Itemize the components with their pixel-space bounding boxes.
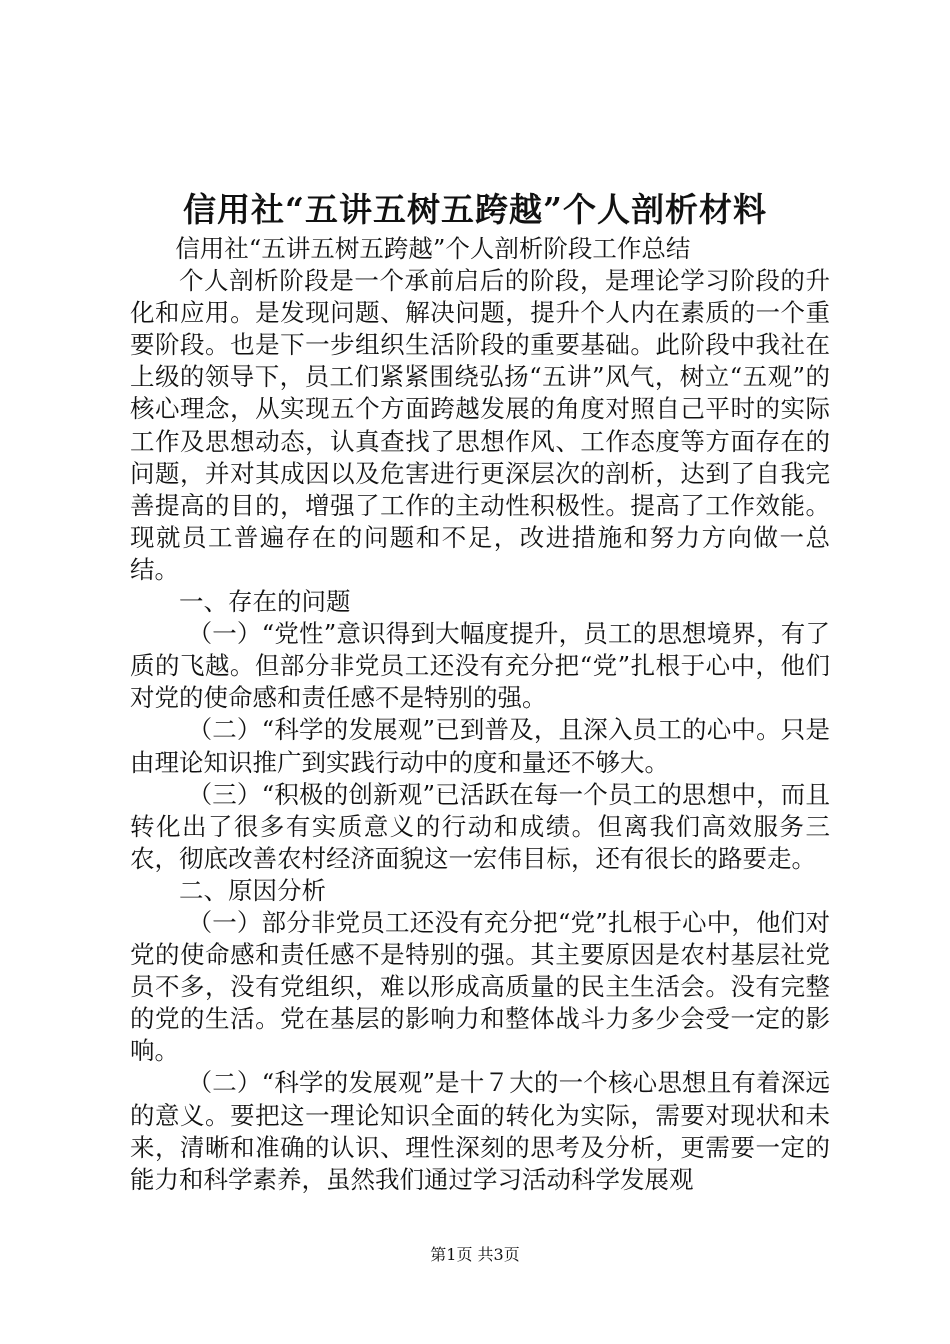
paragraph-problem-1: （一）“党性”意识得到大幅度提升，员工的思想境界，有了质的飞越。但部分非党员工还没有充分把“党”扎根于心中，他们对党的使命感和责任感不是特别的强。 [130,619,830,713]
page-footer: 第1页 共3页 [430,1245,520,1264]
document-subtitle: 信用社“五讲五树五跨越”个人剖析阶段工作总结 [175,234,691,263]
paragraph-problem-3: （三）“积极的创新观”已活跃在每一个员工的思想中，而且转化出了很多有实质意义的行动和成绩。但离我们高效服务三农，彻底改善农村经济面貌这一宏伟目标，还有很长的路要走。 [130,779,830,873]
paragraph-problem-2: （二）“科学的发展观”已到普及，且深入员工的心中。只是由理论知识推广到实践行动中的度和量还不够大。 [130,715,830,777]
paragraph-intro: 个人剖析阶段是一个承前启后的阶段，是理论学习阶段的升化和应用。是发现问题、解决问题，提升个人内在素质的一个重要阶段。也是下一步组织生活阶段的重要基础。此阶段中我社在上级的领导下，员工们紧紧围绕弘扬“五讲”风气，树立“五观”的核心理念，从实现五个方面跨越发展的角度对照自己平时的实际工作及思想动态，认真查找了思想作风、工作态度等方面存在的问题，并对其成因以及危害进行更深层次的剖析，达到了自我完善提高的目的，增强了工作的主动性积极性。提高了工作效能。现就员工普遍存在的问题和不足，改进措施和努力方向做一总结。 [130,266,830,584]
section-heading-problems: 一、存在的问题 [179,587,351,617]
paragraph-cause-2: （二）“科学的发展观”是十７大的一个核心思想且有着深远的意义。要把这一理论知识全面的转化为实际，需要对现状和未来，清晰和准确的认识、理性深刻的思考及分析，更需要一定的能力和科学素养，虽然我们通过学习活动科学发展观 [130,1068,830,1194]
document-body [130,233,830,1196]
paragraph-cause-1: （一）部分非党员工还没有充分把“党”扎根于心中，他们对党的使命感和责任感不是特别的强。其主要原因是农村基层社党员不多，没有党组织，难以形成高质量的民主生活会。没有完整的党的生活。党在基层的影响力和整体战斗力多少会受一定的影响。 [130,907,830,1066]
section-heading-causes: 二、原因分析 [179,875,326,905]
document-title: 信用社“五讲五树五跨越”个人剖析材料 [183,190,767,229]
